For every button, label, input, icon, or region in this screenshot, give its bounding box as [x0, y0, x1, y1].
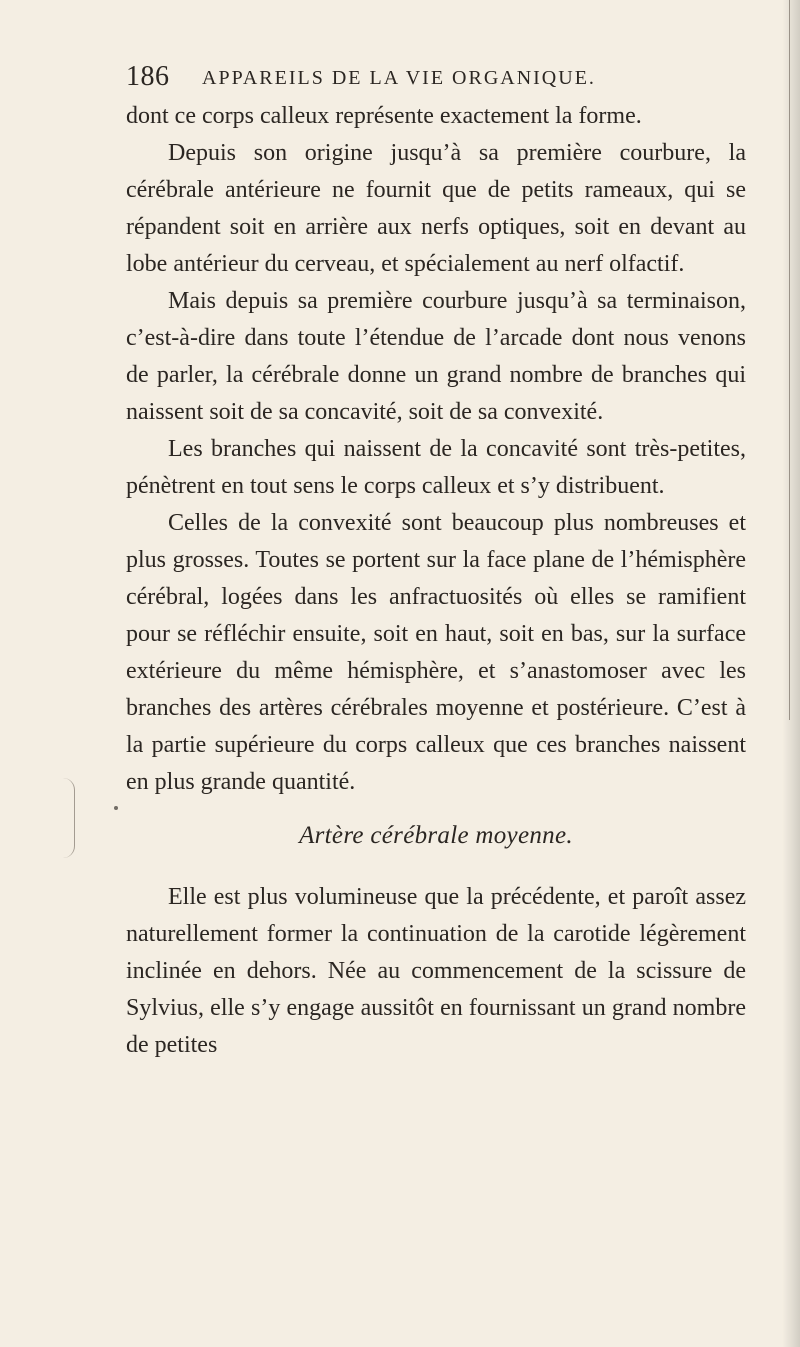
page-header	[126, 60, 746, 100]
paragraph-convexity-branches: Celles de la convexité sont beaucoup plus nombreuses et plus grosses. Toutes se portent sur la face plane de l’hémisphère cérébral, logées dans les anfractuosités où elles se ramifient pour se réfléchir ensuite, soit en haut, soit en bas, sur la surface extérieure du même hémisphère, et s’anastomoser avec les branches des artères cérébrales moyenne et postérieure. C’est à la partie supérieure du corps calleux que ces branches naissent en plus grande quantité.	[126, 510, 746, 795]
paragraph-continuation: dont ce corps calleux représente exactement la forme.	[126, 103, 642, 129]
section-title: Artère cérébrale moyenne.	[299, 822, 573, 849]
margin-dot-mark	[114, 806, 118, 810]
page-edge-line	[789, 0, 790, 720]
running-head: APPAREILS DE LA VIE ORGANIQUE.	[202, 67, 596, 89]
paragraph-arcade-branches: Mais depuis sa première courbure jusqu’à sa terminaison, c’est-à-dire dans toute l’étendue de l’arcade dont nous venons de parler, la cérébrale donne un grand nombre de branches qui naissent soit de sa concavité, soit de sa convexité.	[126, 288, 746, 425]
paragraph-concavity-branches: Les branches qui naissent de la concavité sont très-petites, pénètrent en tout sens le corps calleux et s’y distribuent.	[126, 436, 746, 499]
paragraph-middle-artery: Elle est plus volumineuse que la précédente, et paroît assez naturellement former la continuation de la carotide légèrement inclinée en dehors. Née au commencement de la scissure de Sylvius, elle s’y engage aussitôt en fournissant un grand nombre de petites	[126, 884, 746, 1058]
page-edge-shadow	[782, 0, 800, 1347]
page-content	[126, 98, 746, 1064]
paragraph-first-branches: Depuis son origine jusqu’à sa première courbure, la cérébrale antérieure ne fournit que de petits rameaux, qui se répandent soit en arrière aux nerfs optiques, soit en devant au lobe antérieur du cerveau, et spécialement au nerf olfactif.	[126, 140, 746, 277]
margin-bracket-mark	[60, 778, 75, 858]
page-number: 186	[126, 61, 170, 92]
